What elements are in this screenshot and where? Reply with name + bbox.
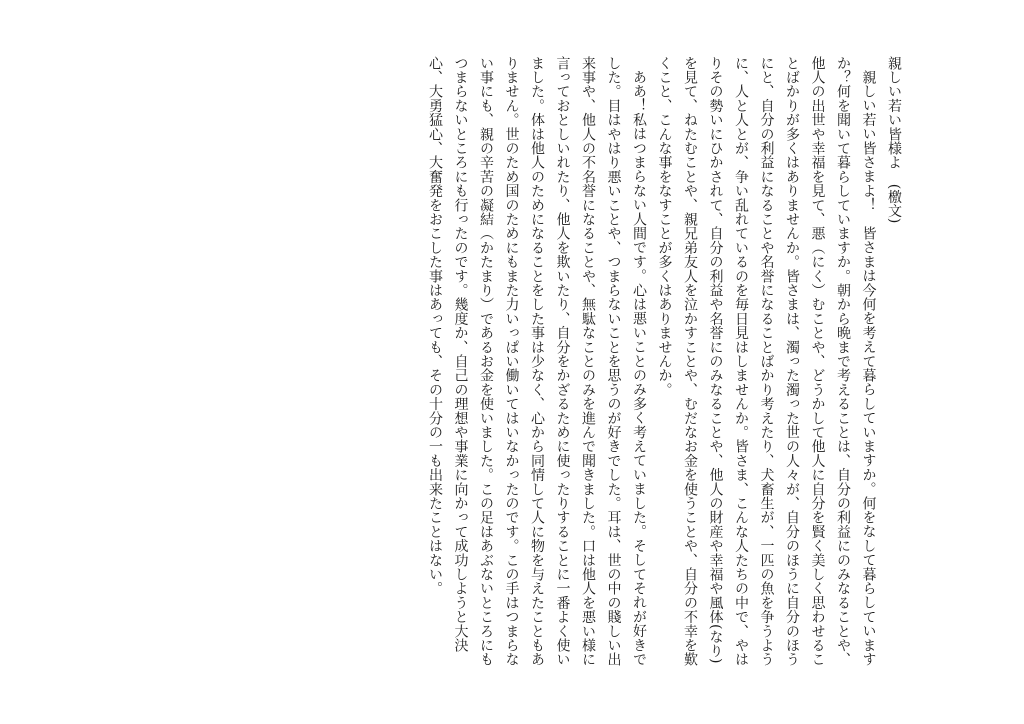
document-title: 親しい若い皆様よ (檄文) <box>886 56 902 224</box>
vertical-text-block <box>422 56 907 668</box>
paragraph: ああ！私はつまらない人間です。心は悪いことのみ多く考えていました。そしてそれが好きでした。目はやはり悪いことや、つまらないことを思うのが好きでした。耳は、世の中の賤しい出来事や、他人の不名誉になることや、無駄なことのみを進んで聞きました。口は他人を悪い様に言っておとしいれたり、他人を欺いたり、自分をかざるために使ったりすることに一番よく使いました。体は他人のためになることをした事は少なく、心から同情して人に物を与えたこともありません。世のため国のためにもまた力いっぱい働いてはいなかったのです。この手はつまらない事にも、親の辛苦の凝結（かたまり）であるお金を使いました。この足はあぶないところにもつまらないところにも行ったのです。幾度か、自己の理想や事業に向かって成功しようと大決心、大勇猛心、大奮発をおこした事はあっても、その十分の一も出来たことはない。 <box>427 56 647 667</box>
paragraph: 親しい若い皆さまよ！ 皆さまは今何を考えて暮らしていますか。何をなして暮らしていますか？何を聞いて暮らしていますか。朝から晩まで考えることは、自分の利益にのみなることや、他人の出世や幸福を見て、悪（にく）むことや、どうかして他人に自分を賢く美しく思わせることばかりが多くはありませんか。皆さまは、濁った濁った世の人々が、自分のほうに自分のほうにと、自分の利益になることや名誉になることばかり考えたり、犬畜生が、一匹の魚を争うように、人と人とが、争い乱れているのを毎日見はしませんか。皆さま、こんな人たちの中で、やはりその勢いにひかされて、自分の利益や名誉にのみなることや、他人の財産や幸福や風体(なり)を見て、ねたむことや、親兄弟友人を泣かすことや、むだなお金を使うことや、自分の不幸を歎くこと、こんな事をなすことが多くはありませんか。 <box>656 56 877 667</box>
